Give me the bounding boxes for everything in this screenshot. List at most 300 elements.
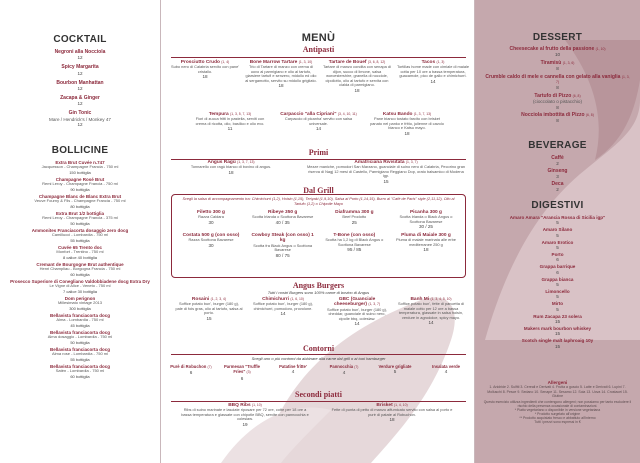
item-description: Tortillas home made con cimiale di maiale cotta per 10 ore a bassa temperatura, guacamole, pico de gallo e chimichurri.	[397, 64, 470, 79]
item-description: Soffice potato bun', burger (180 g), cheddar, guanciale di suino nero, cipolle bbq, coleslaw.	[327, 306, 387, 321]
bollicine-item	[5, 313, 155, 328]
item-description: Soffice potato bun', fette di pancetta di maiale cotto per 12 ore a bassa temperatura, glassate in salsa hoisin, verdure in agrodolce, spicy mayo.	[398, 301, 464, 320]
burger-item	[323, 297, 391, 327]
item-name: Spicy Margarita	[61, 64, 99, 71]
item-description: Carpaccio di picanha' servito con salsa universale.	[284, 116, 353, 126]
item-price: 18	[389, 417, 395, 423]
primi-item	[171, 160, 291, 184]
primi-row	[171, 160, 466, 184]
antipasti-item	[280, 112, 358, 136]
bollicine-item	[5, 177, 155, 192]
item-description: Pluma di maiale marinata alle erbe mediterranee 250 g	[396, 237, 456, 247]
grill-item	[178, 233, 244, 258]
item-price: 18	[404, 130, 410, 136]
item-allergen-tags: (1, 10)	[251, 403, 262, 407]
item-description: Ribs di suino marinate e lasciate riposare per 72 ore, cotte per 18 ore a bassa temperatura e glassate con chipotle BBQ, servite con pannocchia e coleslaw.	[181, 407, 309, 422]
item-price: 18	[354, 87, 360, 93]
cocktail-list	[15, 50, 145, 132]
item-description: Scotta fra Black Angus o Scottona Bavarese	[253, 242, 313, 253]
item-price: 150 bottiglia	[69, 170, 91, 175]
dessert-item	[485, 47, 630, 58]
item-price: 7 calice 30 bottiglia	[62, 289, 98, 294]
digestivo-item	[485, 301, 630, 312]
item-name: Scotch single malt laphroaig 10y	[521, 338, 594, 344]
item-description: Scotta Irlanda o Scottona Bavarese	[252, 214, 314, 220]
grill-item	[250, 210, 316, 230]
item-name: Pannocchia (7)	[329, 364, 359, 369]
allergens-text: 1. Anidride 2. Sulfiti 3. Cereali e Derivati 4. Frutta a guscio 5. Latte e Derivati 6. Lupini 7. Molluschi 8. Pesce 9. Sedano 10. Senape 11. Sesamo 12. Soia 13. Uova 14. Crostacei 15. Glutine	[487, 385, 628, 398]
item-name: Zacapa & Ginger	[60, 94, 100, 101]
beverage-title: BEVERAGE	[528, 140, 587, 151]
contorno-item	[269, 364, 317, 381]
item-description: Mare / Hendrick's / Monkey 47	[49, 116, 111, 122]
item-description: (cioccolato o pistacchio)	[532, 99, 583, 105]
item-name: Katsu Bando (1, 3, 7, 13)	[382, 112, 432, 117]
antipasti-divider	[171, 57, 466, 58]
item-name: Tempura (1, 3, 5, 7, 13)	[208, 112, 252, 117]
allergen-note: * Prodotto surgelato all'origine	[534, 412, 581, 417]
digestivo-item	[485, 227, 630, 238]
item-name: Deca	[551, 180, 564, 187]
item-price: 4	[342, 370, 346, 376]
item-description: Mezze maniche, pomodori San Marzano, guanciale di suino nero di Calabria, Pecorino gran riserva di Nagj 12 mesi di Castello, Parmigiano Reggiano Dop, orato balsamico di Modena igp.	[306, 164, 466, 179]
item-name: Prosecco Superiore di Conegliano Valdobbiadene docg Extra Dry	[10, 279, 150, 284]
item-price: 12	[77, 101, 83, 107]
digestivo-item	[485, 277, 630, 288]
item-price: 12	[77, 70, 83, 76]
antipasti-item	[169, 60, 241, 93]
item-price: 45 bottiglia	[70, 323, 90, 328]
item-name: Bellavista franciacorta docg	[49, 364, 111, 369]
grill-row-1	[172, 210, 465, 230]
item-price: 14	[315, 126, 322, 132]
item-allergen-tags: (1, 4)	[221, 60, 230, 64]
item-description: Le Vigne di Alice - Veneto - 750 ml	[49, 283, 111, 289]
item-name: Tartufo di Pizzo (6, 8)	[534, 92, 581, 99]
cocktail-item	[15, 81, 145, 92]
item-price: 30	[208, 242, 214, 248]
beverage-list	[485, 156, 630, 194]
contorno-item	[320, 364, 368, 381]
item-name: Patatine fritte'	[279, 364, 307, 369]
bollicine-item	[5, 364, 155, 379]
bollicine-item	[5, 262, 155, 277]
item-price: 8	[556, 118, 559, 124]
item-price: 19	[242, 421, 248, 427]
item-name: Extra Brut 1/2 bottiglia	[55, 211, 104, 216]
primi-item	[306, 160, 466, 184]
allergens-title: Allergeni	[547, 380, 568, 385]
dalgrill-title: Dal Grill	[303, 186, 334, 195]
item-price: 6	[556, 269, 559, 275]
item-name: Bellavista franciacorta docg	[49, 330, 111, 335]
grill-item	[321, 210, 387, 230]
item-description: Fiori di zucca fritti in pastella, serviti con crema di ricotta, olio, basilico e olio evo.	[195, 116, 265, 126]
item-description: Soffice potato bun', burger (180 g), pale di fois gras, olio al tartufo, salsa al porto.	[175, 301, 243, 316]
item-price: 4	[444, 369, 448, 375]
item-allergen-tags: (1, 3, 10)	[298, 60, 313, 64]
item-name: Champagne Rosé Brut	[55, 177, 105, 182]
item-price: 11	[227, 126, 233, 132]
item-price: 90 bottiglia	[70, 187, 90, 192]
item-description: Veuve Fourny & Fils - Champagne Francia - 750 ml	[34, 198, 126, 204]
item-price: 5	[556, 245, 559, 251]
antipasti-item	[368, 112, 446, 136]
item-description: Remi Leroy - Champagne Francia - 750 ml	[42, 181, 118, 187]
item-name: Rum Zacapa 23 solera	[533, 313, 582, 319]
burger-item	[175, 297, 243, 327]
grill-item	[393, 233, 459, 258]
dessert-item	[485, 94, 630, 110]
contorno-item	[218, 364, 266, 381]
item-allergen-tags: (1, 3, 7, 13)	[237, 160, 255, 164]
item-name: Ammonites Franciacorta dosaggio zero docg	[31, 228, 129, 233]
digestivo-item	[485, 215, 630, 226]
item-price: 8	[556, 104, 559, 110]
digestivo-item	[485, 326, 630, 337]
item-price: 2	[556, 187, 559, 193]
item-name: Bourbon Manhattan	[56, 79, 104, 86]
item-price: 8	[556, 85, 559, 91]
item-price: 95 / 85	[347, 247, 362, 253]
item-allergen-tags: (1, 3, 6)	[562, 60, 575, 65]
bollicine-title: BOLLICINE	[51, 145, 109, 156]
item-price: 12	[77, 55, 83, 61]
item-price: 18	[228, 169, 234, 175]
beverage-item	[485, 169, 630, 180]
item-name: Carpaccio "alla Cipriani" (3, 4, 10, 11)	[280, 112, 357, 117]
contorni-title: Contorni	[302, 344, 335, 353]
bollicine-item	[5, 330, 155, 345]
beverage-item	[485, 182, 630, 193]
item-description: Scotta ha 1,2 kg di Black Angus o Scottona Bavarese	[325, 237, 384, 247]
item-name: Extra Brut Cuvée n.747	[55, 160, 105, 165]
item-description: Jacquesson - Champagne Francia - 750 ml	[41, 164, 119, 170]
item-description: Satèn - Lombardia - 750 ml	[55, 368, 105, 374]
item-price: 80 bottiglia	[70, 204, 90, 209]
item-name: Champagne Blanc de Blanc Extra Brut	[38, 194, 122, 199]
item-price: 60 bottiglia	[70, 272, 90, 277]
contorni-divider	[171, 354, 466, 355]
item-price: 5	[556, 306, 559, 312]
item-name: Rosaini (1, 2, 3, 4)	[191, 297, 227, 302]
digestivo-item	[485, 264, 630, 275]
item-name: Angus Ragù (1, 3, 7, 13)	[207, 160, 255, 165]
item-name: Banh Mi (1, 3, 4, 5, 10)	[410, 297, 452, 302]
item-name: Costata 500 g (con osso)	[182, 232, 240, 238]
antipasti-item	[321, 60, 393, 93]
item-allergen-tags: (6, 8)	[572, 93, 581, 98]
cocktail-item	[15, 111, 145, 127]
item-price: 25	[351, 219, 357, 225]
item-price: 15	[206, 315, 212, 321]
item-name: Ribeye 350 g	[267, 210, 298, 215]
item-name: Limoncello	[545, 288, 570, 294]
allergens-notes	[483, 400, 632, 424]
beverage-item	[485, 156, 630, 167]
item-allergen-tags: (1, 3, 4, 5, 10)	[430, 297, 452, 301]
item-name: Grappa barrique	[539, 264, 576, 270]
dessert-title: DESSERT	[532, 32, 583, 43]
item-price: 5	[393, 369, 397, 375]
item-name: Bellavista franciacorta docg	[49, 313, 111, 318]
cocktail-title: COCKTAIL	[53, 34, 107, 45]
digestivo-item	[485, 252, 630, 263]
item-name: Cuvée 65 Trento doc	[57, 245, 102, 250]
item-allergen-tags: (1, 2, 3, 4)	[210, 297, 227, 301]
antipasti-item	[397, 60, 469, 93]
digestivo-item	[485, 338, 630, 349]
item-price: 2	[556, 161, 559, 167]
item-name: Cheesecake al frutto della passione (1, 10)	[509, 46, 606, 52]
item-name: Picanha 300 g	[409, 210, 442, 215]
antipasti-row-2	[191, 112, 446, 136]
secondi-row	[181, 403, 456, 427]
secondo-item	[328, 403, 456, 427]
item-price: 14	[428, 320, 434, 326]
right-panel	[475, 0, 640, 463]
item-name: Brisket (1, 4, 10)	[376, 403, 408, 408]
item-name: T-Bone (con osso)	[333, 232, 376, 238]
allergen-note: * Piatto vegetariano o disponibile in versione vegetariana	[514, 408, 601, 413]
item-name: Grappa bianca	[541, 276, 574, 282]
item-price: 40 / 35	[275, 219, 290, 225]
item-name: Bone Marrow Tartare (1, 3, 10)	[249, 60, 313, 65]
item-allergen-tags: (1, 3, 7)	[555, 74, 630, 85]
item-price: 80 / 75	[275, 252, 290, 258]
item-name: Tiramisù (1, 3, 6)	[540, 59, 575, 66]
item-description: Remi Leroy - Champagne Francia - 375 ml	[42, 215, 118, 221]
digestivi-title: DIGESTIVI	[531, 200, 584, 211]
item-description: Fette di punta di petto di manzo affumicato servito con salsa al porto e purè di patate al Robuchon.	[331, 407, 453, 417]
item-price: 15	[383, 178, 389, 184]
item-name: Ginseng	[547, 167, 568, 174]
item-price: 18	[423, 247, 429, 253]
item-allergen-tags: (1, 6, 10)	[290, 297, 304, 301]
item-description: Camillucci - Lombardia - 750 ml	[51, 232, 109, 238]
grill-row-2	[172, 233, 465, 258]
item-description: Tonnarello con ragù bianco di bovino di angus.	[190, 164, 272, 170]
digestivi-list	[485, 215, 630, 350]
item-name: Bellavista franciacorta docg	[49, 347, 111, 352]
contorni-subtitle: Scegli uno o più contorni da abbinare alla carne dal grill o ai tuoi hamburger	[251, 356, 386, 361]
item-price: 12	[77, 86, 83, 92]
item-name: Porto	[551, 251, 564, 257]
item-price: 30	[208, 219, 214, 225]
secondi-title: Secondi piatti	[295, 390, 342, 399]
contorno-item	[422, 364, 470, 381]
item-name: Cowboy Steak (con osso) 1 kg	[251, 232, 314, 244]
cocktail-item	[15, 50, 145, 61]
item-price: 14	[430, 78, 436, 84]
grill-item	[393, 210, 459, 230]
dessert-item	[485, 75, 630, 91]
bollicine-item	[5, 194, 155, 209]
item-description: Tartare di manzo condita con senapa di dijon, succo di limone, salsa worcestershire, granella di nocciole, cipollotto, olio al tartufo e servita con cialda di parmigiano.	[323, 64, 391, 88]
item-allergen-tags: (7)	[354, 365, 359, 369]
contorno-item	[167, 364, 215, 381]
item-name: Insalata verde	[432, 364, 460, 369]
item-price: 55 bottiglia	[70, 357, 90, 362]
item-name: Nocciola imbottita di Pizzo (6, 8)	[521, 112, 594, 119]
item-name: Amatriciana Rivisitata (1, 3, 7)	[354, 160, 418, 165]
item-price: 50 bottiglia	[70, 221, 90, 226]
antipasti-item	[191, 112, 269, 136]
item-allergen-tags: (7)	[207, 365, 212, 369]
item-description: Subo nero di Calabria servito con pane' cristallo.	[170, 64, 239, 74]
item-allergen-tags: (1, 4, 10)	[394, 403, 408, 407]
item-name: Dom perignon	[64, 296, 96, 301]
dalgrill-note: Scegli la salsa di accompagnamento tra: Chimichurri (1,2), Hoisin (1,15), Teriyaki (1,9,10), Salsa al Porto (1,14,15), Burro al "Café de Paris" style (2,11,12), Olio al Tartufo (1,2) o Chipotle Mayo	[182, 197, 455, 206]
menu-title: MENÙ	[301, 32, 336, 44]
primi-title: Primi	[308, 148, 329, 157]
item-name: Mirto	[551, 301, 564, 307]
item-name: Verdure grigliate	[378, 364, 412, 369]
bollicine-item	[5, 245, 155, 260]
grill-item	[178, 210, 244, 230]
item-allergen-tags: (3)	[246, 370, 251, 375]
bollicine-list	[5, 160, 155, 381]
item-price: 5	[556, 220, 559, 226]
bollicine-item	[5, 160, 155, 175]
item-name: Tacos (1, 3)	[421, 60, 445, 65]
item-name: Prosciutto Crudo (1, 4)	[180, 60, 230, 65]
item-description: Razza Caldara	[198, 214, 224, 220]
digestivo-item	[485, 314, 630, 325]
item-name: Purè di Robuchon (7)	[170, 364, 212, 369]
cocktail-item	[15, 65, 145, 76]
item-name: BBQ Ribs (1, 10)	[228, 403, 262, 408]
digestivo-item	[485, 240, 630, 251]
item-description: Razza Scottona Bavarese	[188, 237, 234, 243]
digestivo-item	[485, 289, 630, 300]
allergens-block	[483, 380, 632, 424]
middle-panel	[160, 0, 475, 463]
item-name: GBC (Guanciale cheeseburger) (1, 3, 7)	[333, 297, 381, 308]
item-description: Pane bianco tostato farcito con brisket panato nel panko e fritto, julienne di cavolo bianco e Katsu mayo.	[370, 116, 444, 131]
allergen-note: Questo esercizio utilizza ingredienti che contengono allergeni; non possiamo per tanto escludere il rischio della presenza occasionale di contaminazioni.	[483, 400, 632, 409]
item-price: 6	[556, 257, 559, 263]
cocktail-item	[15, 96, 145, 107]
bollicine-item	[5, 228, 155, 243]
item-price: 300 bottiglia	[69, 306, 91, 311]
grill-item	[250, 233, 316, 258]
item-name: Caffè	[551, 155, 564, 161]
item-description: Alma dosaggio - Lombardia - 750 ml	[47, 334, 113, 340]
antipasti-row-1	[169, 60, 469, 93]
item-price: 30 / 25	[418, 224, 433, 230]
item-description: Millesimato vintage 2013	[57, 300, 103, 306]
item-price: 12	[77, 122, 83, 128]
item-price: 4	[291, 369, 295, 375]
contorno-item	[371, 364, 419, 381]
item-name: Diaframma 300 g	[335, 210, 374, 215]
bollicine-item	[5, 296, 155, 311]
item-name: Tartare de Bouef (3, 6, 8, 12)	[328, 60, 386, 65]
item-allergen-tags: (1, 3)	[436, 60, 445, 64]
item-price: 15	[554, 318, 561, 324]
dalgrill-box	[171, 194, 466, 278]
item-allergen-tags: (1, 10)	[595, 47, 606, 51]
item-price: 60 bottiglia	[70, 374, 90, 379]
contorni-row	[167, 364, 470, 381]
item-price: 6	[240, 375, 244, 381]
item-price: 3	[556, 174, 559, 180]
item-price: 5	[556, 281, 559, 287]
grill-item	[321, 233, 387, 258]
dessert-item	[485, 113, 630, 124]
item-name: Gin Tonic	[68, 110, 92, 117]
allergen-note: ** Prodotto acquistato fresco e abbattuto all'interno	[519, 416, 596, 421]
item-description: Beef Prodotto	[342, 214, 367, 220]
item-description: Soffice potato bun', burger (180 g), chimichurri, pomodoro, provolone.	[253, 301, 313, 311]
item-description: Alma rose - Lombardia - 750 ml	[51, 351, 109, 357]
dessert-list	[485, 47, 630, 127]
item-allergen-tags: (1, 3, 5, 7, 13)	[230, 112, 252, 116]
item-allergen-tags: (6, 8)	[585, 113, 594, 118]
antipasti-item	[245, 60, 317, 93]
burgers-title: Angus Burgers	[292, 281, 345, 290]
item-price: 50 bottiglia	[70, 340, 90, 345]
item-name: Filetto 300 g	[197, 210, 225, 215]
item-description: Monfort - Trentino - 750 ml	[56, 249, 104, 255]
item-name: Negroni alla Nocciola	[54, 49, 106, 55]
item-allergen-tags: (1, 3, 7, 13)	[413, 112, 432, 116]
item-allergen-tags: (1, 3, 7)	[368, 302, 381, 307]
allergen-note: Tutti i prezzi sono espressi in €	[534, 420, 581, 425]
left-panel	[0, 0, 160, 463]
item-price: 5	[556, 232, 559, 238]
item-description: Henri Champliau - Borgogna Francia - 750 ml	[39, 266, 121, 272]
item-name: Makers mark bourbon whiskey	[523, 325, 592, 331]
burgers-subtitle: Tutti i nostri Burgers sono 100% carne di bovino di Angus	[267, 290, 370, 295]
bollicine-item	[5, 347, 155, 362]
item-price: 18	[278, 83, 284, 89]
item-name: Amaro Silano	[542, 227, 573, 233]
item-name: Crumble caldo di mele e cannella con gelato alla vaniglia (1, 3, 7)	[485, 73, 630, 85]
item-price: 15	[554, 343, 561, 349]
item-description: Trio di Tartare di manzo con crema di uovo al parmigiano e olio al tartufo, giarsiere tartufi e senzero, midollo ed olio al sergamotto, servito su midollo grigliato.	[245, 64, 317, 83]
item-price: 8 calice 40 bottiglia	[62, 255, 98, 260]
item-description: Alma - Lombardia - 750 ml	[56, 317, 104, 323]
item-price: 5	[556, 294, 559, 300]
burger-item	[397, 297, 465, 327]
item-price: 15	[554, 331, 561, 337]
item-name: Chimichurri (1, 6, 10)	[262, 297, 304, 302]
burger-item	[249, 297, 317, 327]
secondi-divider	[171, 401, 466, 402]
item-name: Parmesan "Truffle Fries" (3)	[224, 364, 260, 375]
dessert-item	[485, 61, 630, 72]
item-name: Pluma di Maiale 300 g	[401, 232, 451, 238]
item-price: 14	[280, 311, 286, 317]
item-name: Amaro Amara "Arancia Rossa di Sicilia igp"	[509, 215, 606, 220]
antipasti-title: Antipasti	[302, 45, 335, 54]
item-name: Amaro Erotico	[541, 239, 574, 245]
bollicine-item	[5, 279, 155, 294]
item-description: Scotta Irlanda o Black Angus o Scottona Bavarese	[399, 214, 453, 224]
bollicine-item	[5, 211, 155, 226]
item-price: 18	[202, 74, 208, 80]
secondo-item	[181, 403, 309, 427]
item-allergen-tags: (1, 3, 7)	[405, 160, 418, 164]
item-price: 8	[556, 66, 559, 72]
item-price: 14	[354, 321, 360, 327]
item-allergen-tags: (3, 4, 10, 11)	[337, 112, 357, 116]
burgers-row	[175, 297, 465, 327]
item-name: Cremant de Bourgogne Brut authentique	[36, 262, 124, 267]
item-price: 10	[554, 52, 561, 58]
